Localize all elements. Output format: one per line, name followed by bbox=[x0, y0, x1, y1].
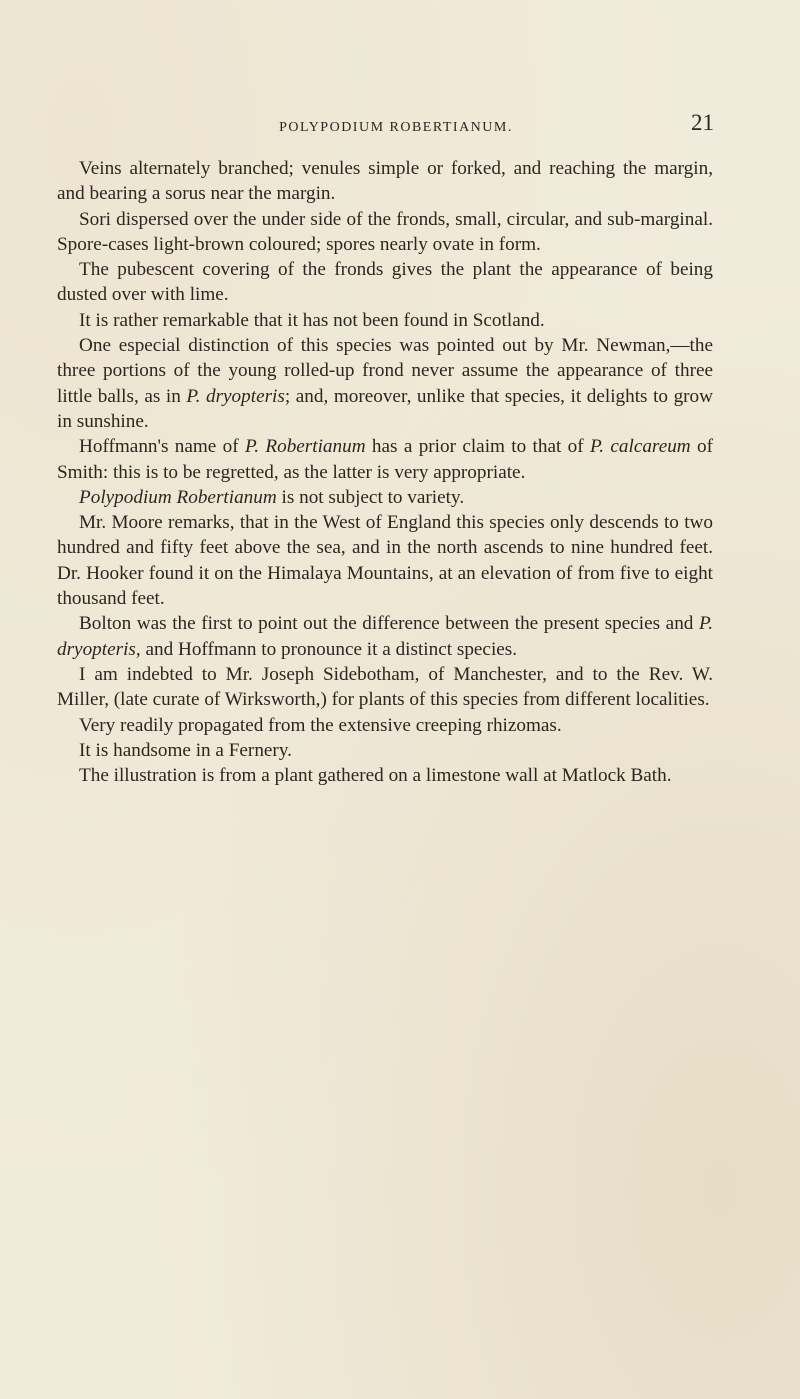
paragraph-acknowledgement: I am indebted to Mr. Joseph Sidebotham, of Manchester, and to the Rev. W. Miller, (late curate of Wirksworth,) for plants of this species from different localities. bbox=[57, 663, 713, 711]
paragraph-sori: Sori dispersed over the under side of the fronds, small, circular, and sub-marginal. Spore-cases light-brown coloured; spores nearly ovate in form. bbox=[57, 208, 713, 255]
paragraph-variety: Polypodium Robertianum is not subject to variety. bbox=[79, 486, 465, 508]
paragraph-pubescent-covering: The pubescent covering of the fronds gives the plant the appearance of being dusted over with lime. bbox=[57, 259, 713, 306]
running-title: POLYPODIUM ROBERTIANUM. bbox=[279, 120, 513, 135]
paragraph-propagation: Very readily propagated from the extensive creeping rhizomas. bbox=[79, 714, 562, 736]
paragraph-moore-remarks: Mr. Moore remarks, that in the West of England this species only descends to two hundred and fifty feet above the sea, and in the north ascends to nine hundred feet. Dr. Hooker found it on the Himalaya Mountains, at an elevation of from five to eight thousand feet. bbox=[57, 512, 713, 610]
paragraph-bolton: Bolton was the first to point out the difference between the present species and P. dryopteris, and Hoffmann to pronounce it a distinct species. bbox=[57, 613, 713, 660]
page-number: 21 bbox=[691, 110, 714, 135]
paragraph-hoffmann-name: Hoffmann's name of P. Robertianum has a prior claim to that of P. calcareum of Smith: this is to be regretted, as the latter is very appropriate. bbox=[57, 436, 713, 483]
paragraph-scotland: It is rather remarkable that it has not been found in Scotland. bbox=[79, 309, 545, 331]
page-header bbox=[82, 110, 714, 144]
paragraph-illustration: The illustration is from a plant gathered on a limestone wall at Matlock Bath. bbox=[79, 765, 672, 787]
paragraph-fernery: It is handsome in a Fernery. bbox=[79, 739, 292, 761]
body-text bbox=[57, 156, 713, 788]
paragraph-newman-distinction: One especial distinction of this species was pointed out by Mr. Newman,—the three portions of the young rolled-up frond never assume the appearance of three little balls, as in P. dryopteris; and, moreover, unlike that species, it delights to grow in sunshine. bbox=[57, 335, 714, 432]
paragraph-veins: Veins alternately branched; venules simple or forked, and reaching the margin, and bearing a sorus near the margin. bbox=[57, 158, 713, 205]
